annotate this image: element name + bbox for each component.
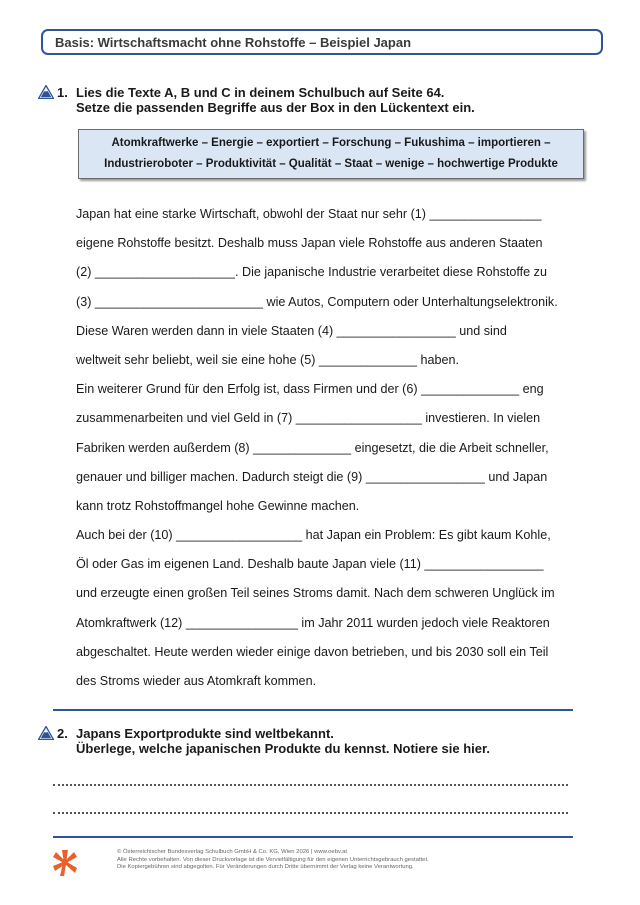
cloze-line: Japan hat eine starke Wirtschaft, obwohl der Staat nur sehr (1) ________________ bbox=[76, 207, 542, 221]
word-box-line-2: Industrieroboter – Produktivität – Qualität – Staat – wenige – hochwertige Produkte bbox=[104, 158, 558, 170]
worksheet-title-text: Basis: Wirtschaftsmacht ohne Rohstoffe – Beispiel Japan bbox=[55, 34, 412, 50]
footer-line-2: Alle Rechte vorbehalten. Von dieser Druckvorlage ist die Vervielfältigung für den eigenen Unterrichtsgebrauch gestattet. bbox=[117, 856, 429, 863]
cloze-line: des Stroms wieder aus Atomkraft kommen. bbox=[76, 674, 317, 688]
answer-line-2[interactable] bbox=[53, 812, 568, 814]
word-box bbox=[78, 129, 584, 179]
worksheet-title bbox=[41, 29, 603, 55]
answer-line-1[interactable] bbox=[53, 784, 568, 786]
task-2-instruction bbox=[76, 726, 490, 756]
cloze-line: Diese Waren werden dann in viele Staaten (4) _________________ und sind bbox=[76, 323, 507, 338]
task-1-instruction bbox=[76, 85, 475, 115]
cloze-line: (3) ________________________ wie Autos, Computern oder Unterhaltungselektronik. bbox=[76, 294, 558, 309]
task-2-line-2: Überlege, welche japanischen Produkte du kennst. Notiere sie hier. bbox=[76, 741, 490, 756]
cloze-line: abgeschaltet. Heute werden wieder einige davon betrieben, und bis 2030 soll ein Teil bbox=[76, 644, 549, 659]
cloze-line: Ein weiterer Grund für den Erfolg ist, dass Firmen und der (6) ______________ eng bbox=[76, 382, 544, 397]
word-box-line-1: Atomkraftwerke – Energie – exportiert – Forschung – Fukushima – importieren – bbox=[111, 137, 551, 149]
cloze-line: kann trotz Rohstoffmangel hohe Gewinne machen. bbox=[76, 498, 360, 513]
footer-line-3: Die Kopiergebühren sind abgegolten. Für Veränderungen durch Dritte übernimmt der Verlag keine Verantwortung. bbox=[117, 864, 414, 871]
cloze-line: Atomkraftwerk (12) ________________ im Jahr 2011 wurden jedoch viele Reaktoren bbox=[76, 615, 550, 630]
cloze-line: Auch bei der (10) __________________ hat Japan ein Problem: Es gibt kaum Kohle, bbox=[76, 528, 551, 543]
cloze-line: Fabriken werden außerdem (8) ______________ eingesetzt, die die Arbeit schneller, bbox=[76, 440, 549, 455]
cloze-line: und erzeugte einen großen Teil seines Stroms damit. Nach dem schweren Unglück im bbox=[76, 586, 555, 601]
task-1-line-2: Setze die passenden Begriffe aus der Box in den Lückentext ein. bbox=[76, 100, 475, 115]
task-1-line-1: Lies die Texte A, B und C in deinem Schulbuch auf Seite 64. bbox=[76, 85, 445, 100]
task-2-line-1: Japans Exportprodukte sind weltbekannt. bbox=[76, 726, 334, 741]
cloze-text bbox=[76, 200, 576, 696]
footer-copyright bbox=[117, 849, 577, 872]
footer-line-1: © Österreichischer Bundesverlag Schulbuch GmbH & Co. KG, Wien 2026 | www.oebv.at bbox=[117, 849, 348, 855]
task-1-number: 1. bbox=[57, 85, 68, 100]
cloze-line: zusammenarbeiten und viel Geld in (7) __________________ investieren. In vielen bbox=[76, 411, 541, 426]
task-2-number: 2. bbox=[57, 726, 68, 741]
task-1-mountain-icon bbox=[38, 85, 54, 99]
cloze-line: eigene Rohstoffe besitzt. Deshalb muss Japan viele Rohstoffe aus anderen Staaten bbox=[76, 236, 543, 251]
cloze-line: genauer und billiger machen. Dadurch steigt die (9) _________________ und Japan bbox=[76, 469, 548, 484]
cloze-line: (2) ____________________. Die japanische Industrie verarbeitet diese Rohstoffe zu bbox=[76, 265, 547, 280]
section-divider bbox=[53, 709, 573, 711]
publisher-logo-icon bbox=[52, 849, 78, 877]
footer-divider bbox=[53, 836, 573, 838]
cloze-line: weltweit sehr beliebt, weil sie eine hohe (5) ______________ haben. bbox=[76, 352, 459, 367]
cloze-line: Öl oder Gas im eigenen Land. Deshalb baute Japan viele (11) _________________ bbox=[76, 557, 544, 572]
task-2-mountain-icon bbox=[38, 726, 54, 740]
